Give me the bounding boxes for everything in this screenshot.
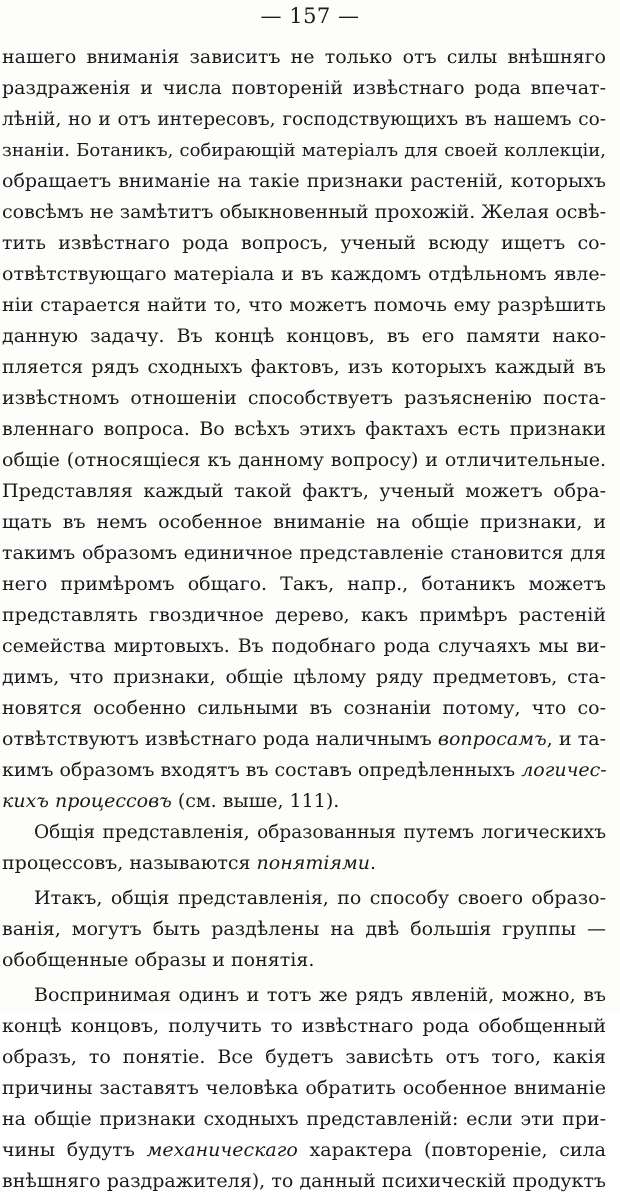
- text-line: обобщенные образы и понятія.: [2, 949, 315, 971]
- text-line: нашего вниманія зависитъ не только отъ силы внѣшняго: [2, 46, 606, 68]
- text-run: процессовъ, называются: [2, 852, 257, 874]
- text-line: пляется рядъ сходныхъ фактовъ, изъ которыхъ каждый въ: [2, 356, 606, 378]
- paragraph-2: [2, 817, 606, 879]
- text-run: отвѣтствуютъ извѣстнаго рода наличнымъ: [2, 728, 438, 750]
- text-line: [2, 724, 606, 755]
- text-line: причины заставятъ человѣка обратить особенное вниманіе: [2, 1077, 606, 1099]
- text-line: тить извѣстнаго рода вопросъ, ученый всюду ищетъ со-: [2, 232, 606, 254]
- text-line: [2, 786, 606, 817]
- text-line: него примѣромъ общаго. Такъ, напр., ботаникъ можетъ: [2, 573, 606, 595]
- text-line: димъ, что признаки, общіе цѣлому ряду предметовъ, ста-: [2, 666, 606, 688]
- text-line: ніи старается найти то, что можетъ помочь ему разрѣшить: [2, 294, 606, 316]
- text-line: такимъ образомъ единичное представленіе становится для: [2, 542, 606, 564]
- text-line: лѣній, но и отъ интересовъ, господствующихъ въ нашемъ со-: [2, 109, 606, 130]
- text-line: семейства миртовыхъ. Въ подобнаго рода случаяхъ мы ви-: [2, 635, 606, 657]
- text-line: образъ, то понятіе. Все будетъ зависѣть отъ того, какія: [2, 1046, 606, 1068]
- text-line: ванія, могутъ быть раздѣлены на двѣ большія группы —: [2, 918, 606, 940]
- text-line: внѣшняго раздражителя), то данный психическій продуктъ: [2, 1170, 606, 1192]
- page-number: — 157 —: [260, 4, 360, 28]
- italic-term: вопросамъ: [437, 728, 547, 750]
- text-line: отвѣтствующаго матеріала и въ каждомъ отдѣльномъ явле-: [2, 263, 606, 285]
- paragraph-4: [2, 980, 606, 1197]
- text-line: Представляя каждый такой фактъ, ученый можетъ обра-: [2, 480, 606, 502]
- text-run: характера (повтореніе, сила: [297, 1139, 606, 1161]
- text-line: [2, 1135, 606, 1166]
- italic-term: логичес-: [521, 759, 607, 781]
- paragraph-1: [2, 42, 606, 817]
- text-run: кимъ образомъ входятъ въ составъ опредѣленныхъ: [2, 759, 522, 781]
- text-line: обращаетъ вниманіе на такіе признаки растеній, которыхъ: [2, 170, 606, 192]
- text-line: общіе (относящіеся къ данному вопросу) и отличительные.: [2, 449, 606, 471]
- text-line: концѣ концовъ, получить то извѣстнаго рода обобщенный: [2, 1015, 606, 1037]
- text-line: вленнаго вопроса. Во всѣхъ этихъ фактахъ есть признаки: [2, 418, 606, 440]
- text-line: представлять гвоздичное дерево, какъ примѣръ растеній: [2, 604, 606, 626]
- text-line: Воспринимая одинъ и тотъ же рядъ явленій, можно, въ: [34, 984, 606, 1006]
- italic-term: кихъ процессовъ: [2, 790, 172, 812]
- italic-term: механическаго: [146, 1139, 298, 1161]
- text-line: знаніи. Ботаникъ, собирающій матеріалъ для своей коллекціи,: [2, 140, 606, 161]
- text-line: новятся особенно сильными въ сознаніи потому, что со-: [2, 697, 606, 719]
- text-line: [2, 755, 606, 786]
- paragraph-3: [2, 883, 606, 976]
- text-run: чины будутъ: [2, 1139, 147, 1161]
- text-line: данную задачу. Въ концѣ концовъ, въ его памяти нако-: [2, 325, 606, 347]
- italic-term: понятіями: [256, 852, 370, 874]
- text-line: совсѣмъ не замѣтитъ обыкновенный прохожій. Желая освѣ-: [2, 201, 606, 223]
- text-line: на общіе признаки сходныхъ представленій: если эти при-: [2, 1108, 606, 1130]
- text-line: раздраженія и числа повтореній извѣстнаго рода впечат-: [2, 77, 606, 99]
- text-line: извѣстномъ отношеніи способствуетъ разъясненію поста-: [2, 387, 606, 409]
- text-line: [2, 848, 606, 879]
- text-run: .: [369, 852, 377, 874]
- text-line: Общія представленія, образованныя путемъ логическихъ: [34, 822, 606, 843]
- text-run: (см. выше, 111).: [171, 790, 340, 812]
- text-line: щать въ немъ особенное вниманіе на общіе признаки, и: [2, 511, 606, 533]
- text-run: , и та-: [546, 728, 606, 750]
- page-body: [2, 42, 606, 1197]
- text-line: Итакъ, общія представленія, по способу своего образо-: [34, 887, 606, 909]
